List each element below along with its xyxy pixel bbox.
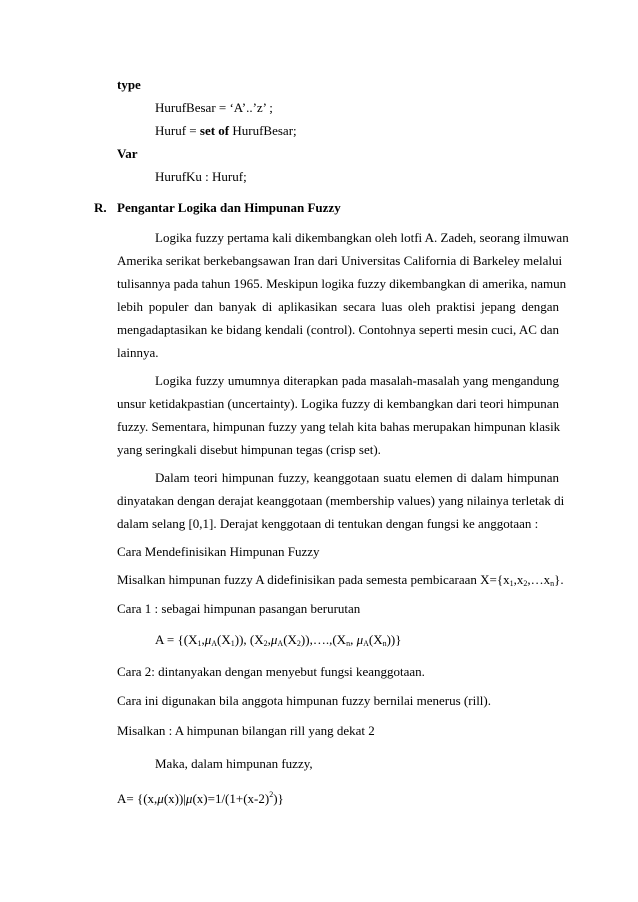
t: )), (X (234, 632, 264, 647)
subscript: n (550, 579, 555, 588)
section-title: Pengantar Logika dan Himpunan Fuzzy (117, 200, 341, 215)
keyword-set-of: set of (199, 123, 230, 138)
para1-line: lainnya. (117, 345, 159, 360)
para3-line: dinyatakan dengan derajat keanggotaan (membership values) yang nilainya terletak di (117, 493, 565, 508)
t: , (350, 632, 357, 647)
subscript: A (363, 639, 369, 648)
para1-line: Amerika serikat berkebangsawan Iran dari Universitas California di Barkeley melalui (117, 253, 563, 268)
para3-line: Dalam teori himpunan fuzzy, keanggotaan suatu elemen di dalam himpunan (155, 470, 559, 485)
section-letter: R. (94, 200, 107, 215)
t: , (201, 632, 205, 647)
subscript: 1 (197, 639, 202, 648)
mu-symbol: μ (270, 632, 278, 647)
code-line-hurufbesar: HurufBesar = ‘A’..’z’ ; (155, 100, 273, 115)
para1-line: Logika fuzzy pertama kali dikembangkan oleh lotfi A. Zadeh, seorang ilmuwan (155, 230, 569, 245)
para3-line: dalam selang [0,1]. Derajat kenggotaan di tentukan dengan fungsi ke anggotaan : (117, 516, 539, 531)
superscript: 2 (269, 790, 274, 799)
text: ,x (513, 572, 524, 587)
cara-ini-text: Cara ini digunakan bila anggota himpunan fuzzy bernilai menerus (rill). (117, 693, 491, 708)
t: A = {(X (155, 632, 198, 647)
misalkan-definition (117, 572, 564, 591)
subscript: 1 (230, 639, 235, 648)
subscript: 2 (263, 639, 268, 648)
para2-line: fuzzy. Sementara, himpunan fuzzy yang telah kita bahas merupakan himpunan klasik (117, 419, 561, 434)
formula-ordered-pairs (155, 632, 402, 651)
code-line-hurufku: HurufKu : Huruf; (155, 169, 247, 184)
mu-symbol: μ (157, 791, 164, 806)
text: }. (554, 572, 564, 587)
t: A= {(x, (117, 791, 158, 806)
keyword-var: Var (117, 146, 138, 161)
t: (X (217, 632, 231, 647)
subscript: A (277, 639, 284, 648)
para1-line: lebih populer dan banyak di aplikasikan secara luas oleh praktisi jepang dengan (117, 299, 559, 314)
code-line-huruf (155, 123, 297, 138)
subscript: n (346, 639, 351, 648)
misalkan-example: Misalkan : A himpunan bilangan rill yang dekat 2 (117, 723, 375, 738)
cara-title: Cara Mendefinisikan Himpunan Fuzzy (117, 544, 320, 559)
mu-symbol: μ (185, 791, 193, 806)
para1-line: tulisannya pada tahun 1965. Meskipun logika fuzzy dikembangkan di amerika, namun (117, 276, 567, 291)
para1-line: mengadaptasikan ke bidang kendali (control). Contohnya seperti mesin cuci, AC dan (117, 322, 559, 337)
keyword-type: type (117, 77, 141, 92)
code-text: Huruf = (155, 123, 200, 138)
text: Misalkan himpunan fuzzy A didefinisikan pada semesta pembicaraan X={x (117, 572, 510, 587)
t: )} (273, 791, 284, 806)
mu-symbol: μ (356, 632, 364, 647)
t: (x))| (163, 791, 186, 806)
mu-symbol: μ (204, 632, 212, 647)
cara1-label: Cara 1 : sebagai himpunan pasangan berurutan (117, 601, 361, 616)
t: ))} (386, 632, 402, 647)
subscript: 1 (509, 579, 514, 588)
para2-line: unsur ketidakpastian (uncertainty). Logika fuzzy di kembangkan dari teori himpunan (117, 396, 559, 411)
cara2-label: Cara 2: dintanyakan dengan menyebut fungsi keanggotaan. (117, 664, 425, 679)
subscript: 2 (523, 579, 528, 588)
subscript: A (211, 639, 218, 648)
formula-membership (117, 787, 284, 806)
t: , (267, 632, 271, 647)
code-text: HurufBesar; (229, 123, 297, 138)
t: (X (283, 632, 297, 647)
t: )),….,(X (300, 632, 347, 647)
para2-line: yang seringkali disebut himpunan tegas (crisp set). (117, 442, 381, 457)
t: (X (368, 632, 383, 647)
subscript: 2 (296, 639, 301, 648)
t: (x)=1/(1+(x-2) (192, 791, 270, 806)
text: ,…x (527, 572, 551, 587)
maka-text: Maka, dalam himpunan fuzzy, (155, 756, 313, 771)
para2-line: Logika fuzzy umumnya diterapkan pada masalah-masalah yang mengandung (155, 373, 559, 388)
subscript: n (382, 639, 387, 648)
